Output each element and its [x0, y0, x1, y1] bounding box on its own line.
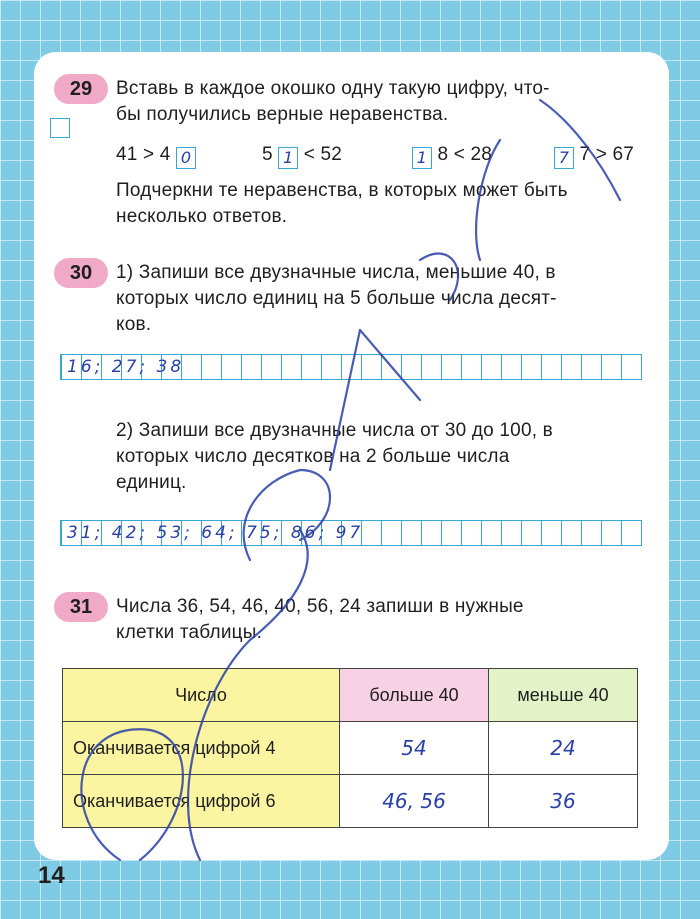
inequality-4-right: 7 > 67 [579, 144, 635, 165]
header-more-40: больше 40 [340, 669, 489, 722]
inequality-3-right: 8 < 28 [437, 144, 493, 165]
cell-ends-6-less[interactable]: 36 [489, 775, 638, 828]
task-31-line-1: Числа 36, 54, 46, 40, 56, 24 запиши в нужные [116, 596, 524, 617]
cell-ends-4-more[interactable]: 54 [340, 722, 489, 775]
inequality-1-left: 41 > 4 [116, 144, 171, 165]
inequality-4-box[interactable]: 7 [554, 147, 574, 169]
inequality-3-box[interactable]: 1 [412, 147, 432, 169]
inequality-2-box[interactable]: 1 [278, 147, 298, 169]
task-31-number: 31 [69, 595, 93, 618]
task-30-part2-line-3: единиц. [116, 472, 187, 493]
inequality-1-box[interactable]: 0 [176, 147, 196, 169]
page-number: 14 [38, 862, 65, 889]
task-30-part2-line-2: которых число десятков на 2 больше числа [116, 446, 510, 467]
task-29-number: 29 [69, 77, 93, 100]
row-ends-4-label: Оканчивается цифрой 4 [63, 722, 340, 775]
cell-ends-6-more[interactable]: 46, 56 [340, 775, 489, 828]
cell-ends-4-less[interactable]: 24 [489, 722, 638, 775]
inequality-2-left: 5 [262, 144, 273, 165]
task-30-part1-line-3: ков. [116, 314, 152, 335]
task-29-line-1: Вставь в каждое окошко одну такую цифру, что- [116, 78, 550, 99]
row-ends-6-label: Оканчивается цифрой 6 [63, 775, 340, 828]
inequality-2-right: < 52 [303, 144, 343, 165]
task-31-line-2: клетки таблицы. [116, 622, 263, 643]
header-less-40: меньше 40 [489, 669, 638, 722]
task-30-part2-line-1: 2) Запиши все двузначные числа от 30 до 100, в [116, 420, 553, 441]
task-30-part1-line-1: 1) Запиши все двузначные числа, меньшие 40, в [116, 262, 556, 283]
task-30-number: 30 [69, 261, 93, 284]
task-30-part1-line-2: которых число единиц на 5 больше числа десят- [116, 288, 557, 309]
header-number: Число [63, 669, 340, 722]
task-29-line-2: бы получились верные неравенства. [116, 104, 449, 125]
task-30-answer-2: 31; 42; 53; 64; 75; 86; 97 [67, 523, 364, 543]
task-29-line-4: несколько ответов. [116, 206, 288, 227]
task-30-answer-1: 16; 27; 38 [67, 357, 185, 377]
task-29-line-3: Подчеркни те неравенства, в которых может быть [116, 180, 568, 201]
